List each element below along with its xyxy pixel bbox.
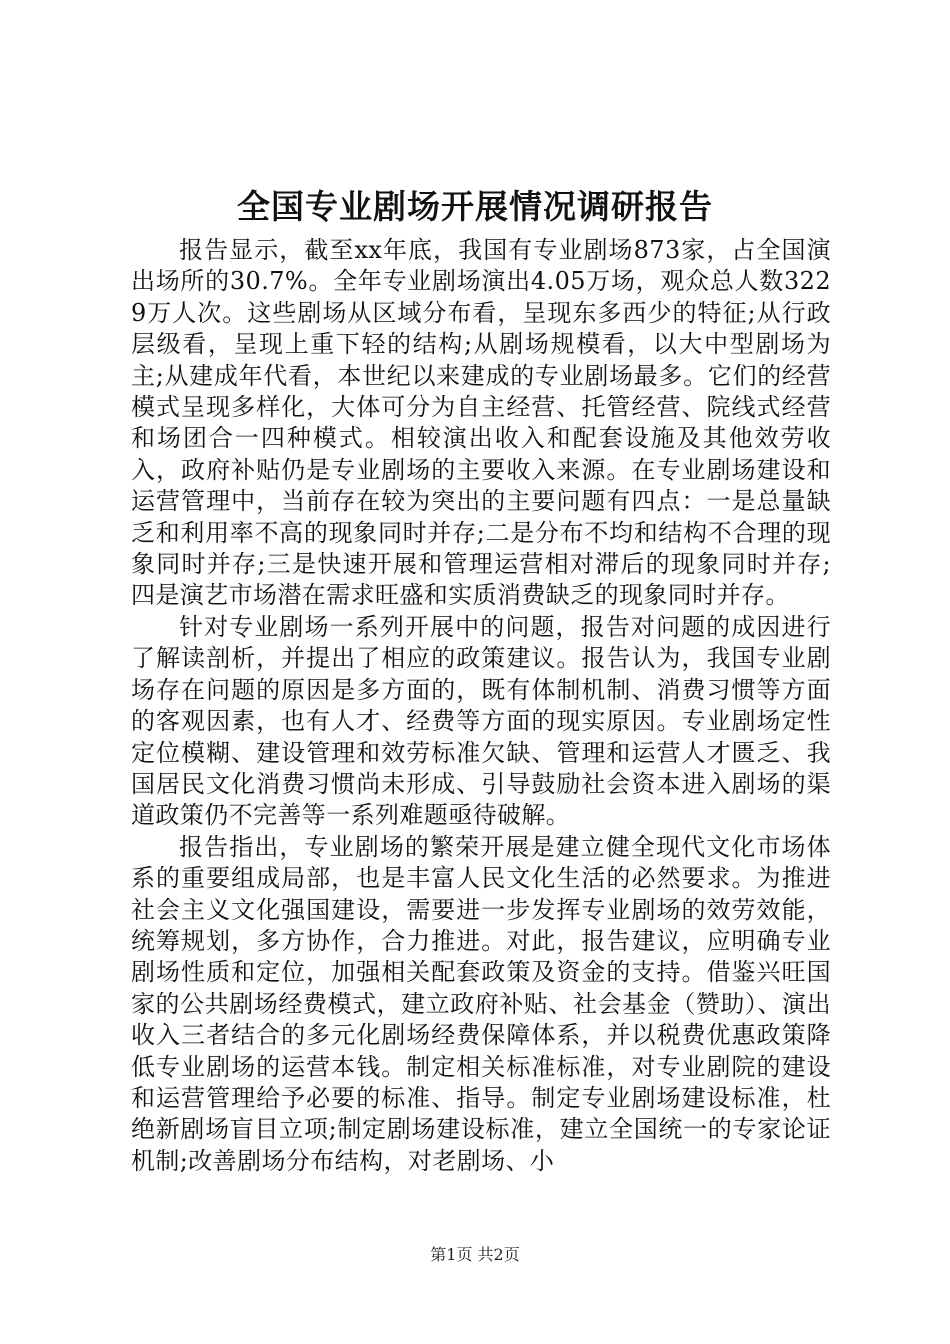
paragraph-2: 针对专业剧场一系列开展中的问题，报告对问题的成因进行了解读剖析，并提出了相应的政策建议。报告认为，我国专业剧场存在问题的原因是多方面的，既有体制机制、消费习惯等方面的客观因素，也有人才、经费等方面的现实原因。专业剧场定性定位模糊、建设管理和效劳标准欠缺、管理和运营人才匮乏、我国居民文化消费习惯尚未形成、引导鼓励社会资本进入剧场的渠道政策仍不完善等一系列难题亟待破解。	[131, 612, 831, 830]
document-title: 全国专业剧场开展情况调研报告	[237, 187, 713, 226]
page-number-footer: 第1页 共2页	[430, 1245, 520, 1264]
paragraph-1: 报告显示，截至xx年底，我国有专业剧场873家，占全国演出场所的30.7%。全年专业剧场演出4.05万场，观众总人数3229万人次。这些剧场从区域分布看，呈现东多西少的特征;从行政层级看，呈现上重下轻的结构;从剧场规模看，以大中型剧场为主;从建成年代看，本世纪以来建成的专业剧场最多。它们的经营模式呈现多样化，大体可分为自主经营、托管经营、院线式经营和场团合一四种模式。相较演出收入和配套设施及其他效劳收入，政府补贴仍是专业剧场的主要收入来源。在专业剧场建设和运营管理中，当前存在较为突出的主要问题有四点：一是总量缺乏和利用率不高的现象同时并存;二是分布不均和结构不合理的现象同时并存;三是快速开展和管理运营相对滞后的现象同时并存;四是演艺市场潜在需求旺盛和实质消费缺乏的现象同时并存。	[131, 236, 831, 610]
paragraph-3: 报告指出，专业剧场的繁荣开展是建立健全现代文化市场体系的重要组成局部，也是丰富人民文化生活的必然要求。为推进社会主义文化强国建设，需要进一步发挥专业剧场的效劳效能，统筹规划，多方协作，合力推进。对此，报告建议，应明确专业剧场性质和定位，加强相关配套政策及资金的支持。借鉴兴旺国家的公共剧场经费模式，建立政府补贴、社会基金（赞助）、演出收入三者结合的多元化剧场经费保障体系，并以税费优惠政策降低专业剧场的运营本钱。制定相关标准标准，对专业剧院的建设和运营管理给予必要的标准、指导。制定专业剧场建设标准，杜绝新剧场盲目立项;制定剧场建设标准，建立全国统一的专家论证机制;改善剧场分布结构，对老剧场、小	[131, 832, 831, 1175]
document-body	[131, 235, 831, 1177]
